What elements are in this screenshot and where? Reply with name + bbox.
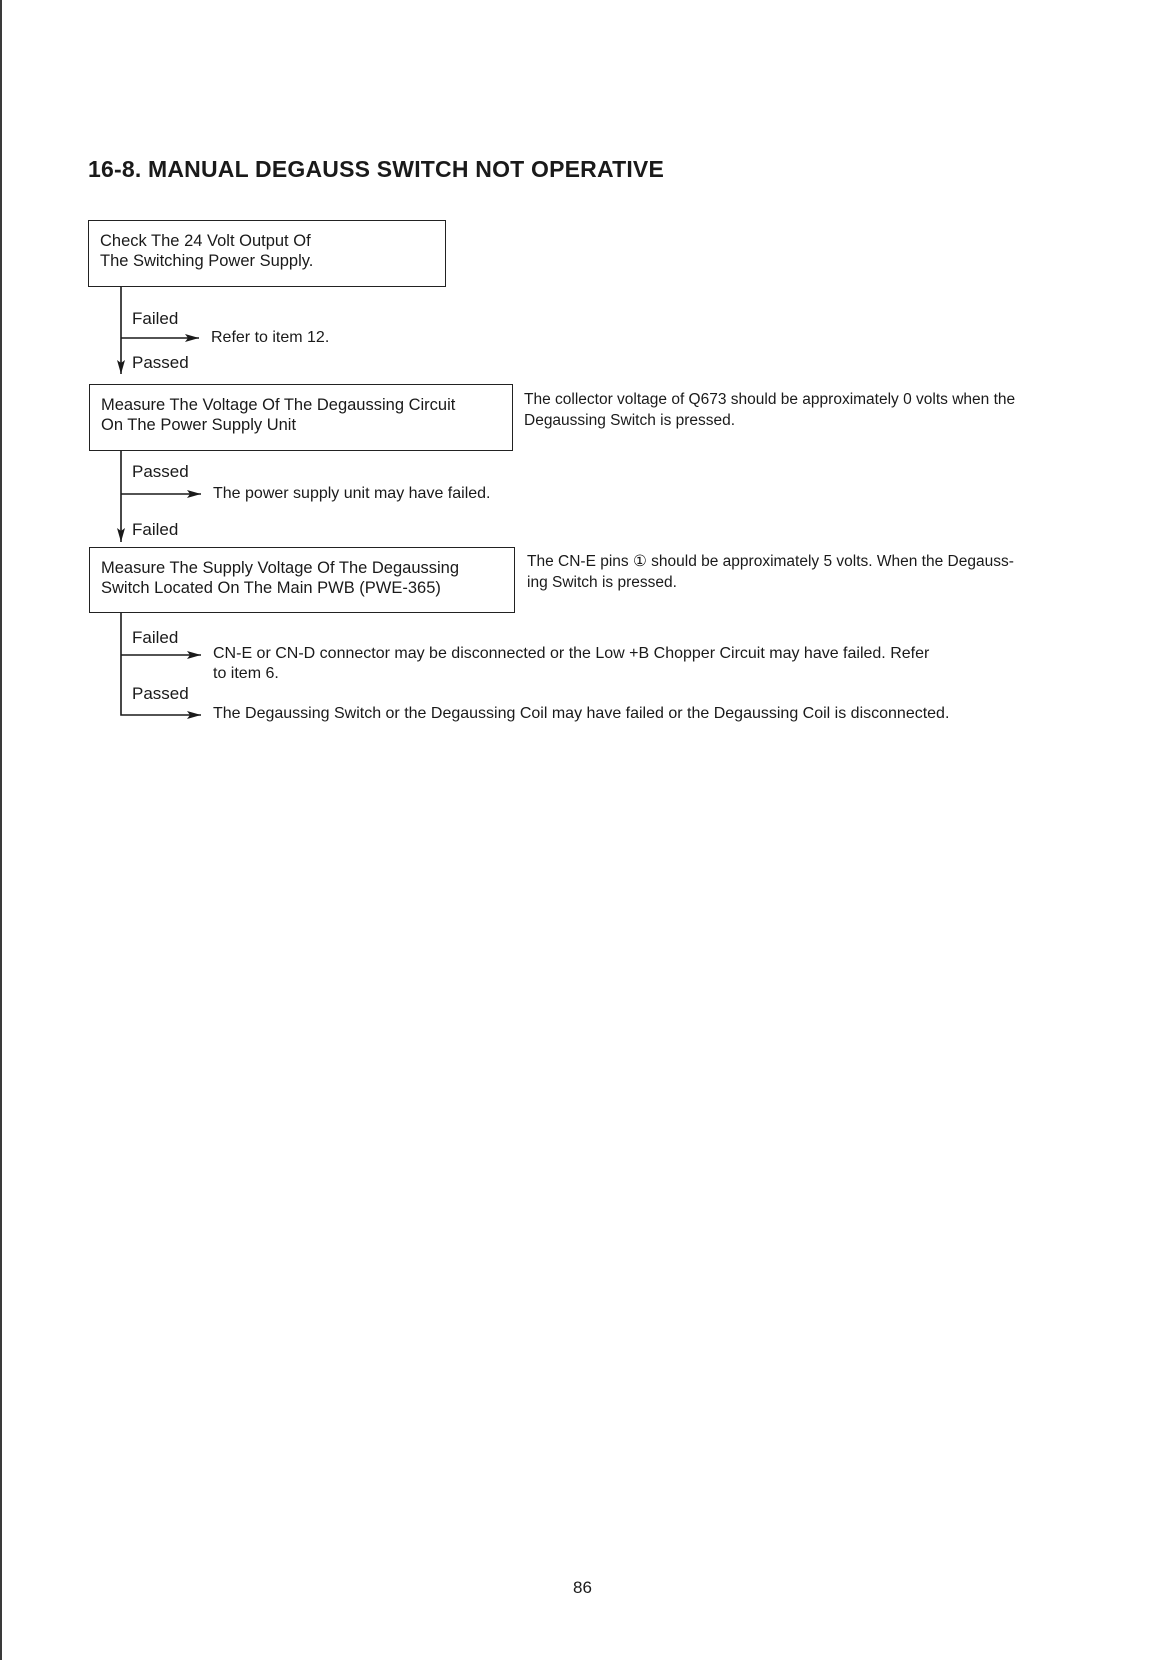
- step-2-box: [89, 384, 513, 451]
- step-3-box-line-1: Measure The Supply Voltage Of The Degaussing: [101, 559, 460, 577]
- step-2-note-line-2: Degaussing Switch is pressed.: [524, 412, 736, 429]
- step-3-branch-top-result-line-1: CN-E or CN-D connector may be disconnected or the Low +B Chopper Circuit may have failed. Refer: [213, 645, 930, 662]
- step-3-branch-bottom-result: The Degaussing Switch or the Degaussing Coil may have failed or the Degaussing Coil is disconnected.: [213, 705, 950, 722]
- step-1-branch-top-label: Failed: [132, 309, 179, 328]
- step-3-box: [89, 547, 515, 613]
- step-3-branch-bottom-label: Passed: [132, 684, 189, 703]
- step-3-note: [527, 551, 1014, 593]
- step-2-note-line-1: The collector voltage of Q673 should be approximately 0 volts when the: [524, 391, 1016, 408]
- step-1-box-line-1: Check The 24 Volt Output Of: [100, 232, 311, 250]
- step-3-note-line-1: The CN-E pins ① should be approximately 5 volts. When the Degauss-: [527, 553, 1014, 570]
- step-3-branch-top-result: [213, 644, 929, 684]
- section-title: 16-8. MANUAL DEGAUSS SWITCH NOT OPERATIVE: [88, 156, 665, 182]
- step-1-branch-bottom-label: Passed: [132, 353, 189, 372]
- step-1-box-line-2: The Switching Power Supply.: [100, 252, 314, 270]
- step-3-box-line-2: Switch Located On The Main PWB (PWE-365): [101, 579, 441, 597]
- step-3-branch-top-result-line-2: to item 6.: [213, 665, 279, 682]
- step-2-branch-bottom-label: Failed: [132, 520, 179, 539]
- step-2-branch-top-label: Passed: [132, 462, 189, 481]
- step-2-box-line-2: On The Power Supply Unit: [101, 416, 297, 434]
- step-1-branch-top-result: Refer to item 12.: [211, 329, 330, 346]
- step-2-branch-top-result: The power supply unit may have failed.: [213, 485, 491, 502]
- step-1-box: [88, 220, 446, 287]
- page-number: 86: [573, 1578, 592, 1597]
- step-2-note: [524, 389, 1015, 431]
- step-2-box-line-1: Measure The Voltage Of The Degaussing Circuit: [101, 396, 456, 414]
- step-3-branch-top-label: Failed: [132, 628, 179, 647]
- step-3-note-line-2: ing Switch is pressed.: [527, 574, 677, 591]
